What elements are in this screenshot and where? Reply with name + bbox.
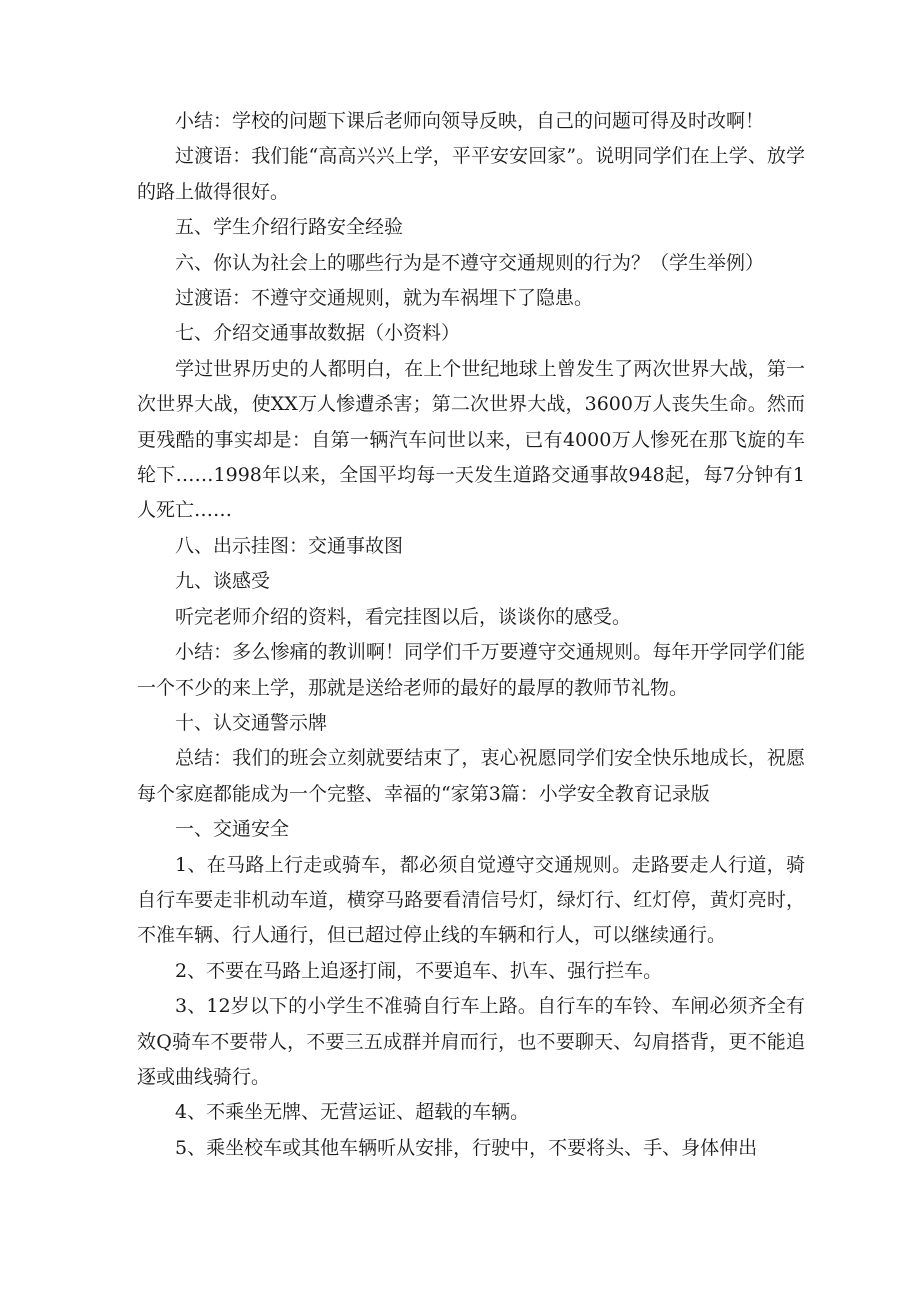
paragraph: 过渡语：不遵守交通规则，就为车祸埋下了隐患。 <box>175 287 594 310</box>
paragraph: 九、谈感受 <box>175 570 271 593</box>
paragraph: 听完老师介绍的资料，看完挂图以后，谈谈你的感受。 <box>175 605 632 628</box>
paragraph: 过渡语：我们能“高高兴兴上学，平平安安回家”。说明同学们在上学、放学的路上做得很好。 <box>137 145 805 203</box>
paragraph: 3、12岁以下的小学生不准骑自行车上路。自行车的车铃、车闸必须齐全有效Q骑车不要带人，不要三五成群并肩而行，也不要聊天、勾肩搭背，更不能追逐或曲线骑行。 <box>137 995 805 1088</box>
paragraph: 1、在马路上行走或骑车，都必须自觉遵守交通规则。走路要走人行道，骑自行车要走非机动车道，横穿马路要看清信号灯，绿灯行、红灯停，黄灯亮时，不准车辆、行人通行，但已超过停止线的车辆和行人，可以继续通行。 <box>137 853 805 947</box>
paragraph: 八、出示挂图：交通事故图 <box>175 534 404 557</box>
paragraph: 五、学生介绍行路安全经验 <box>175 216 404 239</box>
paragraph: 学过世界历史的人都明白，在上个世纪地球上曾发生了两次世界大战，第一次世界大战，使XX万人惨遭杀害；第二次世界大战，3600万人丧失生命。然而更残酷的事实却是：自第一辆汽车问世以来，已有4000万人惨死在那飞旋的车轮下……1998年以来，全国平均每一天发生道路交通事故948起，每7分钟有1人死亡…… <box>137 357 805 522</box>
paragraph: 小结：多么惨痛的教训啊！同学们千万要遵守交通规则。每年开学同学们能一个不少的来上学，那就是送给老师的最好的最厚的教师节礼物。 <box>137 641 805 699</box>
paragraph: 六、你认为社会上的哪些行为是不遵守交通规则的行为？（学生举例） <box>175 251 765 274</box>
paragraph: 2、不要在马路上追逐打闹，不要追车、扒车、强行拦车。 <box>175 959 663 982</box>
paragraph: 总结：我们的班会立刻就要结束了，衷心祝愿同学们安全快乐地成长，祝愿每个家庭都能成为一个完整、幸福的“家第3篇：小学安全教育记录版 <box>137 747 805 805</box>
paragraph: 十、认交通警示牌 <box>175 711 328 734</box>
paragraph: 小结：学校的问题下课后老师向领导反映，自己的问题可得及时改啊！ <box>175 110 765 132</box>
paragraph: 七、介绍交通事故数据（小资料） <box>175 322 461 345</box>
paragraph: 一、交通安全 <box>175 818 290 841</box>
paragraph: 4、不乘坐无牌、无营运证、超载的车辆。 <box>175 1101 530 1124</box>
paragraph: 5、乘坐校车或其他车辆听从安排，行驶中，不要将头、手、身体伸出 <box>175 1136 758 1159</box>
document-body <box>137 104 805 1166</box>
